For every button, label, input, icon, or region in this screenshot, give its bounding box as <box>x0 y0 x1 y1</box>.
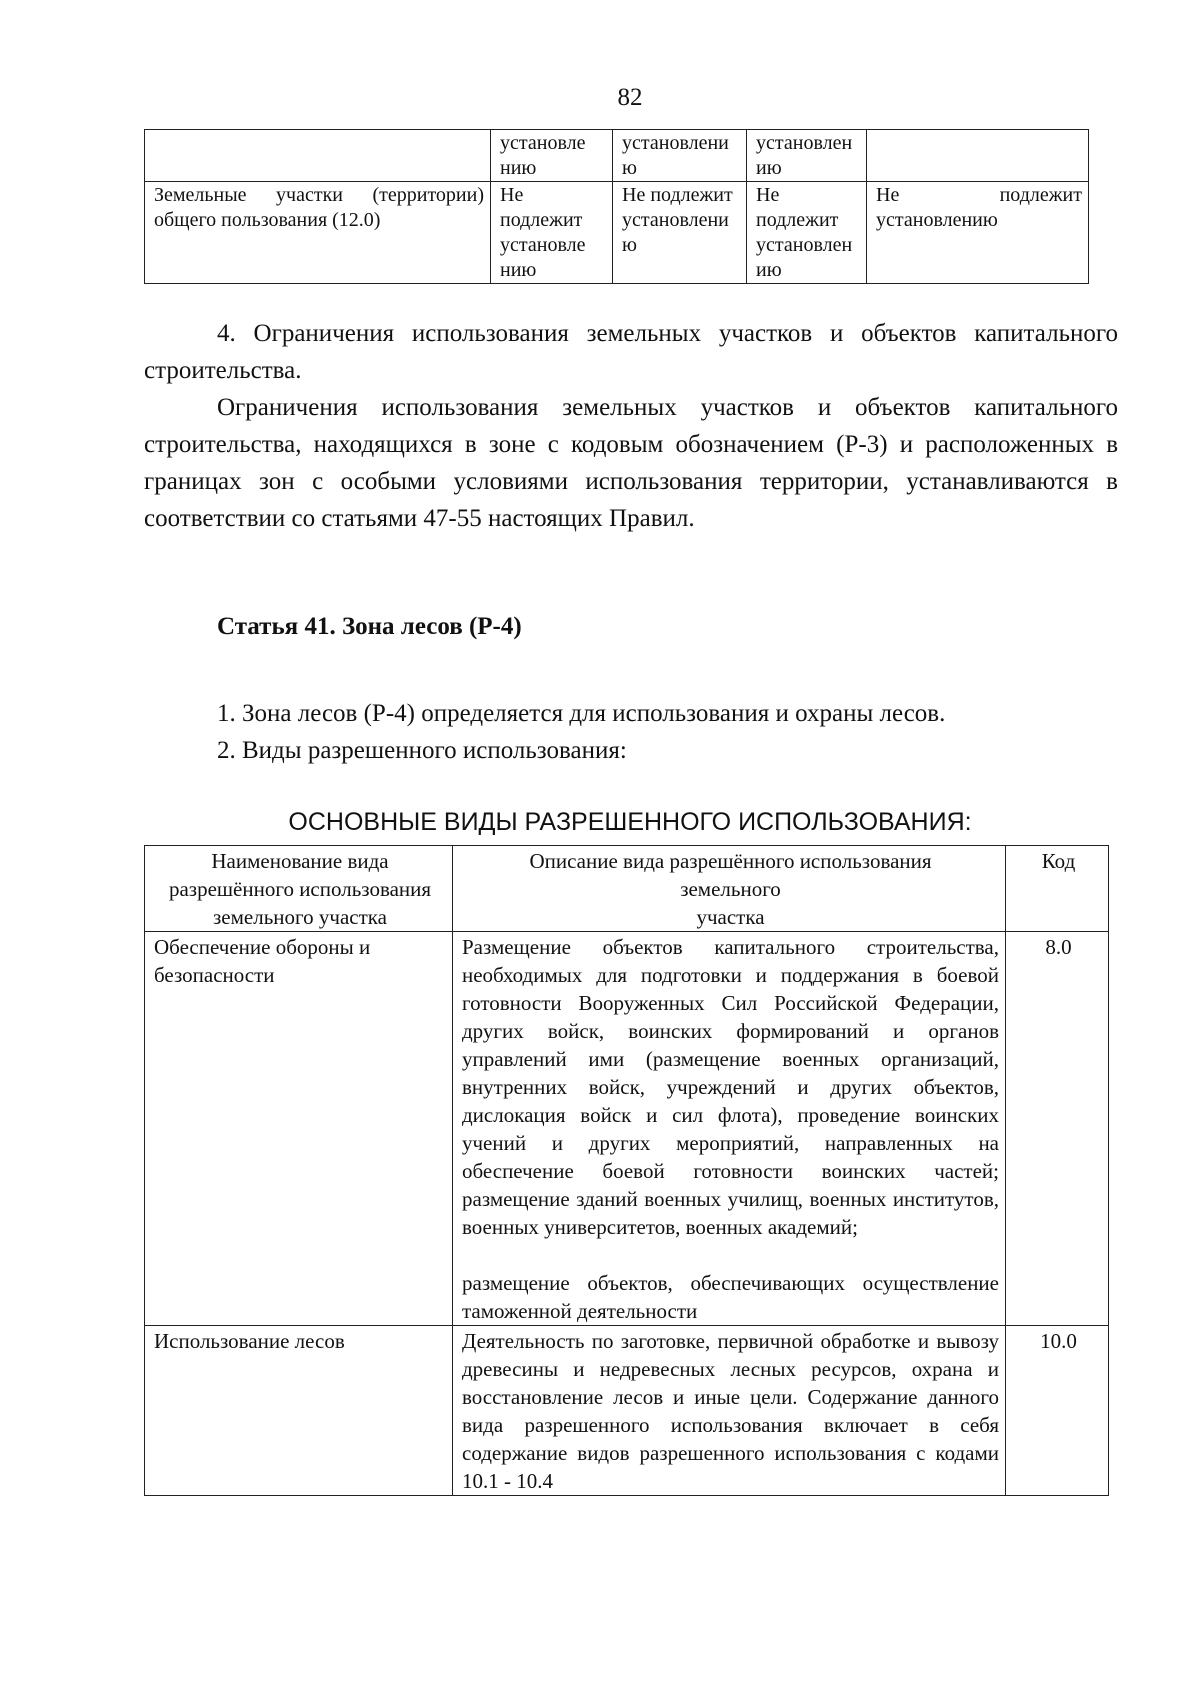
zone-description <box>144 695 1118 769</box>
table-header-row <box>145 846 1109 932</box>
table-caption: ОСНОВНЫЕ ВИДЫ РАЗРЕШЕННОГО ИСПОЛЬЗОВАНИЯ: <box>288 808 972 836</box>
table-cell <box>867 130 1089 182</box>
column-header: Код <box>1006 846 1109 932</box>
table-row <box>145 1326 1109 1496</box>
paragraph: Ограничения использования земельных участков и объектов капитального строительства, находящихся в зоне с кодовым обозначением (Р-3) и расположенных в границах зон с особыми условиями использования территории, устанавливаются в соответствии со статьями 47-55 настоящих Правил. <box>144 394 1118 532</box>
use-code: 8.0 <box>1006 932 1109 1326</box>
header-description-line: участка <box>696 905 765 929</box>
use-description: Деятельность по заготовке, первичной обработке и вывозу древесины и недревесных лесных ресурсов, охрана и восстановление лесов и иные цели. Содержание данного вида разрешенного использования включает в себя содержание видов разрешенного использования с кодами 10.1 - 10.4 <box>453 1326 1006 1496</box>
table-row <box>145 130 1089 182</box>
permitted-uses-table <box>144 845 1109 1496</box>
restrictions-section <box>144 315 1118 537</box>
header-description-line: земельного <box>680 877 781 901</box>
table-cell <box>145 130 491 182</box>
header-name: Наименование вида разрешённого использования земельного участка <box>168 849 432 929</box>
table-cell: Земельные участки (территории) общего пользования (12.0) <box>145 182 491 284</box>
table-cell: установлени ю <box>613 130 747 182</box>
use-name: Обеспечение обороны и безопасности <box>145 932 453 1326</box>
page-number: 82 <box>617 84 643 111</box>
table-row <box>145 932 1109 1326</box>
article-heading: Статья 41. Зона лесов (Р-4) <box>217 613 522 640</box>
table-cell: Не подлежит установлен ию <box>747 182 867 284</box>
list-item: 1. Зона лесов (Р-4) определяется для использования и охраны лесов. <box>217 700 946 727</box>
description-text: Размещение объектов капитального строительства, необходимых для подготовки и поддержания в боевой готовности Вооруженных Сил Российской Федерации, других войск, воинских формирований и органов управлений ими (размещение военных организаций, внутренних войск, учреждений и других объектов, дислокация войск и сил флота), проведение воинских учений и других мероприятий, направленных на обеспечение боевой готовности воинских частей; размещение зданий военных училищ, военных институтов, военных университетов, военных академий; <box>462 935 999 1239</box>
list-item: 2. Виды разрешенного использования: <box>217 737 627 764</box>
table-cell: Не подлежит установлению <box>867 182 1089 284</box>
section-heading: 4. Ограничения использования земельных участков и объектов капитального строительства. <box>144 320 1118 384</box>
table-cell: установле нию <box>491 130 613 182</box>
use-name: Использование лесов <box>145 1326 453 1496</box>
column-header <box>453 846 1006 932</box>
table-cell: Не подлежит установлени ю <box>613 182 747 284</box>
use-code: 10.0 <box>1006 1326 1109 1496</box>
top-table <box>144 129 1089 284</box>
table-row <box>145 182 1089 284</box>
description-text: размещение объектов, обеспечивающих осуществление таможенной деятельности <box>462 1271 999 1323</box>
column-header <box>145 846 453 932</box>
use-description <box>453 932 1006 1326</box>
table-cell: установлен ию <box>747 130 867 182</box>
header-description-line: Описание вида разрешённого использования <box>529 849 932 873</box>
table-cell: Не подлежит установле нию <box>491 182 613 284</box>
